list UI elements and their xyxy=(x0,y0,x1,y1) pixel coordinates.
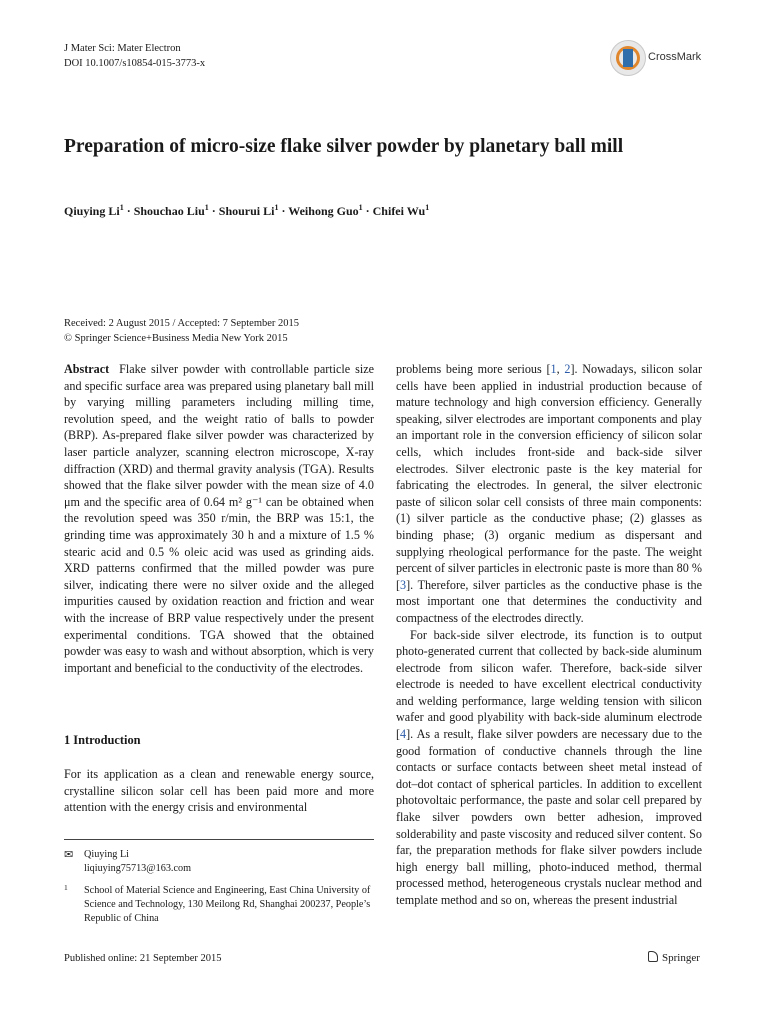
author[interactable]: Shourui Li xyxy=(218,204,275,218)
reference-link[interactable]: 4 xyxy=(400,727,407,742)
published-date: Published online: 21 September 2015 xyxy=(64,953,222,964)
affiliation-number: 1 xyxy=(64,883,68,892)
crossmark-label: CrossMark xyxy=(648,51,702,63)
author[interactable]: Weihong Guo xyxy=(288,204,359,218)
reference-link[interactable]: 2 xyxy=(564,362,571,376)
publisher-name: Springer xyxy=(662,952,700,964)
doi[interactable]: DOI 10.1007/s10854-015-3773-x xyxy=(64,58,206,69)
right-column xyxy=(396,361,702,909)
author[interactable]: Chifei Wu xyxy=(372,204,426,218)
received-accepted: Received: 2 August 2015 / Accepted: 7 September 2015 xyxy=(64,318,300,329)
crossmark-icon xyxy=(610,40,646,76)
abstract xyxy=(64,361,374,676)
intro-paragraph: For its application as a clean and renewable energy source, crystalline silicon solar cell has been paid more and more attention with the energy crisis and environmental xyxy=(64,767,374,815)
paragraph: problems being more serious [1, 2]. Nowadays, silicon solar cells have been applied in industrial production because of mature technology and high conversion efficiency. Generally speaking, silver electrodes are important components and play an important role in the conversion efficiency of silicon solar cells, which includes front-side and back-side silver electrodes. Silver electronic paste is the key material for fabricating the electrodes. In general, the silver electronic paste of silicon solar cell consists of three main components: (1) silver particle as the conductive phase; (2) glasses as binding phase; (3) organic medium as dispersant and supplying rheological performance for the paste. The weight percent of silver particles in electronic paste is more than 80 % [3]. Therefore, silver particles as the conductive phase is the most important one that determines the conductivity and compactness of the electrodes directly. xyxy=(396,362,702,625)
contact-name: Qiuying Li xyxy=(84,849,129,860)
reference-link[interactable]: 1 xyxy=(550,362,557,376)
publisher-logo xyxy=(648,951,700,964)
footnote-rule xyxy=(64,839,374,840)
contact-email[interactable]: liqiuying75713@163.com xyxy=(84,863,192,874)
paragraph: For back-side silver electrode, its function is to output photo-generated current that collected by back-side aluminum electrode from silicon wafer. Therefore, back-side silver electrode is needed to have excellent electrical conductivity and welding performance, large welding tension with silicon wafer and good plyability with back-side aluminum electrode [4]. As a result, flake silver powders are necessary due to the good formation of conductive channels through the line contacts or surface contacts between sheet metal instead of dot–dot contact of spherical particles. In addition to excellent photovoltaic performance, the paste and solar cell prepared by flake silver powders own better adhesion, improved solderability and paste viscosity and reduced silver content. So far, the preparation methods for flake silver powders include high energy ball milling, photo-induced method, thermal processed method, heterogeneous crystals nuclear method and template method and so on, whereas the present industrial xyxy=(396,627,702,907)
springer-horse-icon xyxy=(648,951,658,962)
reference-link[interactable]: 3 xyxy=(400,577,407,592)
envelope-icon: ✉ xyxy=(64,849,74,861)
paper-title: Preparation of micro-size flake silver powder by planetary ball mill xyxy=(64,136,624,157)
affiliation-text: School of Material Science and Engineering, East China University of Science and Technology, 130 Meilong Rd, Shanghai 200237, People’s Republic of China xyxy=(84,885,371,924)
crossmark-badge[interactable] xyxy=(608,40,718,76)
author-list: Qiuying $Li^1$ · Shouchao Liu$^1$ · Shourui $Li^1$ · Weihong Guo$^1$ · Chifei Wu$^1$ xyxy=(64,203,430,218)
abstract-text: Flake silver powder with controllable particle size and specific surface area was prepared using planetary ball mill by varying milling parameters including milling time, revolution speed, and the weight ratio of balls to powder (BRP). As-prepared flake silver powder was characterized by laser particle analyzer, scanning electron microscope, X-ray diffraction (XRD) and thermal gravity analysis (TGA). Results showed that the flake silver powder with the mean size of 4.0 μm and the specific area of 0.64 m² g⁻¹ can be obtained when the revolution speed was 350 r/min, the BRP was 15:1, the grinding time was approximately 30 h and a mixture of 1.5 % stearic acid and 0.5 % oleic acid was used as grinding aids. XRD patterns confirmed that the milled powder was pure silver, indicating there were no silver oxide and the alleged impurities caused by oxidation reaction and friction and wear with the increase of BRP value respectively under the present experimental conditions. TGA showed that the obtained powder was easy to wash and without absorption, which is very important and beneficial to the conductivity of the electrodes. xyxy=(64,362,374,675)
abstract-label: Abstract xyxy=(64,362,110,376)
article-dates xyxy=(64,316,299,346)
copyright: © Springer Science+Business Media New York 2015 xyxy=(64,333,288,344)
author[interactable]: Qiuying Li xyxy=(64,204,120,218)
journal-header xyxy=(64,41,205,71)
journal-name: J Mater Sci: Mater Electron xyxy=(64,43,181,54)
section-heading: 1 Introduction xyxy=(64,733,141,747)
author[interactable]: Shouchao Liu xyxy=(133,204,205,218)
